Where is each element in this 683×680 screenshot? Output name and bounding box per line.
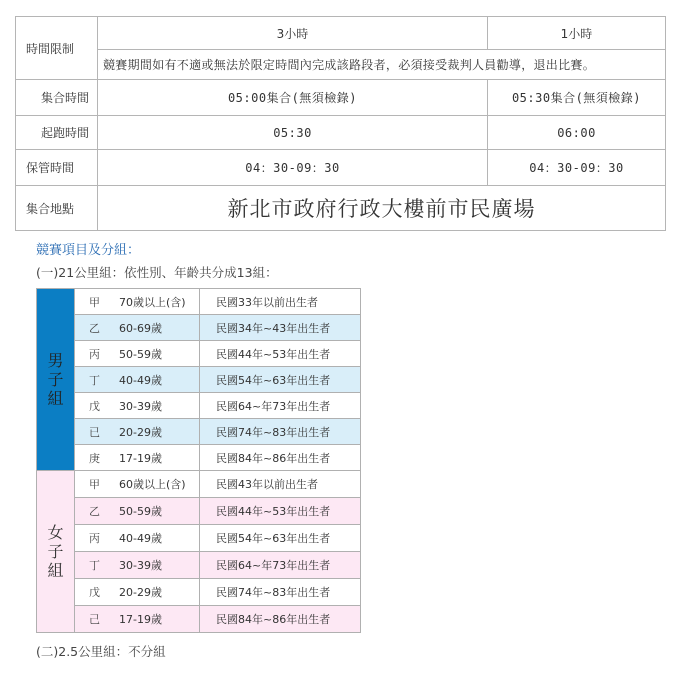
table-row: [37, 552, 361, 579]
group-code: 已: [89, 425, 100, 439]
assembly-time-21k: 05:00集合(無須檢錄): [98, 80, 488, 116]
time-limit-row: [16, 17, 666, 50]
foot-note-2-5k: (二)2.5公里組：不分組: [36, 644, 166, 659]
storage-time-21k: 04：30-09：30: [98, 150, 488, 186]
group-code-age-cell: [75, 419, 200, 445]
assembly-place-value: 新北市政府行政大樓前市民廣場: [98, 186, 666, 231]
group-code-age-cell: [75, 525, 200, 552]
birth-year-cell: 民國33年以前出生者: [200, 289, 361, 315]
male-group-label-char: 子: [47, 370, 64, 389]
birth-year-cell: 民國44年~53年出生者: [200, 498, 361, 525]
group-code: 甲: [89, 478, 100, 491]
assembly-time-row: [16, 80, 666, 116]
age-range: 30-39歲: [119, 559, 162, 572]
group-code-age-cell: [75, 341, 200, 367]
group-code: 戊: [89, 399, 100, 413]
age-range: 70歲以上(含): [119, 295, 186, 309]
group-code-age-cell: [75, 552, 200, 579]
group-code-age-cell: [75, 393, 200, 419]
group-code-age-cell: [75, 498, 200, 525]
storage-time-2-5k: 04：30-09：30: [488, 150, 666, 186]
table-row: [37, 341, 361, 367]
age-range: 30-39歲: [119, 399, 162, 413]
birth-year-cell: 民國84年~86年出生者: [200, 445, 361, 471]
age-range: 17-19歲: [119, 451, 162, 465]
table-row: [37, 419, 361, 445]
group-code-age-cell: [75, 606, 200, 633]
age-range: 60歲以上(含): [119, 478, 186, 491]
group-code: 丁: [89, 373, 100, 387]
male-group-label: [37, 289, 75, 471]
age-group-table: [36, 288, 361, 633]
assembly-time-label: 集合時間: [16, 80, 98, 116]
birth-year-cell: 民國74年~83年出生者: [200, 579, 361, 606]
table-row: [37, 367, 361, 393]
table-row: [37, 525, 361, 552]
assembly-place-row: [16, 186, 666, 231]
birth-year-cell: 民國34年~43年出生者: [200, 315, 361, 341]
age-range: 40-49歲: [119, 373, 162, 387]
birth-year-cell: 民國54年~63年出生者: [200, 525, 361, 552]
group-code: 乙: [89, 505, 100, 518]
start-time-label: 起跑時間: [16, 116, 98, 150]
female-group-label: [37, 471, 75, 633]
age-range: 17-19歲: [119, 613, 162, 626]
group-code: 庚: [89, 451, 100, 465]
time-limit-21k: 3小時: [98, 17, 488, 50]
birth-year-cell: 民國64~年73年出生者: [200, 393, 361, 419]
table-row: [37, 606, 361, 633]
start-time-row: [16, 116, 666, 150]
birth-year-cell: 民國84年~86年出生者: [200, 606, 361, 633]
assembly-place-label: 集合地點: [16, 186, 98, 231]
group-code: 甲: [89, 295, 100, 309]
birth-year-cell: 民國64~年73年出生者: [200, 552, 361, 579]
storage-time-label: 保管時間: [16, 150, 98, 186]
start-time-21k: 05:30: [98, 116, 488, 150]
group-code: 乙: [89, 321, 100, 335]
group-code-age-cell: [75, 471, 200, 498]
group-code: 戊: [89, 586, 100, 599]
sub-title-21k: (一)21公里組：依性別、年齡共分成13組：: [36, 265, 278, 280]
table-row: [37, 579, 361, 606]
start-time-2-5k: 06:00: [488, 116, 666, 150]
group-code: 丙: [89, 347, 100, 361]
time-limit-label: 時間限制: [16, 17, 98, 80]
birth-year-cell: 民國44年~53年出生者: [200, 341, 361, 367]
section-title: 競賽項目及分組：: [36, 243, 141, 258]
birth-year-cell: 民國74年~83年出生者: [200, 419, 361, 445]
time-limit-note: 競賽期間如有不適或無法於限定時間內完成該路段者，必須接受裁判人員勸導，退出比賽。: [98, 50, 666, 80]
race-info-table: [15, 16, 666, 231]
table-row: [37, 393, 361, 419]
table-row: [37, 445, 361, 471]
female-group-label-char: 組: [47, 561, 64, 580]
male-group-label-char: 男: [47, 351, 64, 370]
age-range: 20-29歲: [119, 425, 162, 439]
male-group-label-char: 組: [47, 389, 64, 408]
birth-year-cell: 民國43年以前出生者: [200, 471, 361, 498]
female-group-label-char: 女: [47, 523, 64, 542]
table-row: [37, 498, 361, 525]
table-row: [37, 289, 361, 315]
age-range: 20-29歲: [119, 586, 162, 599]
storage-time-row: [16, 150, 666, 186]
birth-year-cell: 民國54年~63年出生者: [200, 367, 361, 393]
female-group-label-char: 子: [47, 542, 64, 561]
group-code-age-cell: [75, 367, 200, 393]
age-range: 50-59歲: [119, 347, 162, 361]
table-row: [37, 471, 361, 498]
group-code: 丁: [89, 559, 100, 572]
group-code-age-cell: [75, 579, 200, 606]
time-limit-2-5k: 1小時: [488, 17, 666, 50]
group-code: 己: [89, 613, 100, 626]
table-row: [37, 315, 361, 341]
group-code-age-cell: [75, 445, 200, 471]
group-code-age-cell: [75, 315, 200, 341]
age-range: 60-69歲: [119, 321, 162, 335]
group-code-age-cell: [75, 289, 200, 315]
group-code: 丙: [89, 532, 100, 545]
age-range: 40-49歲: [119, 532, 162, 545]
age-range: 50-59歲: [119, 505, 162, 518]
assembly-time-2-5k: 05:30集合(無須檢錄): [488, 80, 666, 116]
